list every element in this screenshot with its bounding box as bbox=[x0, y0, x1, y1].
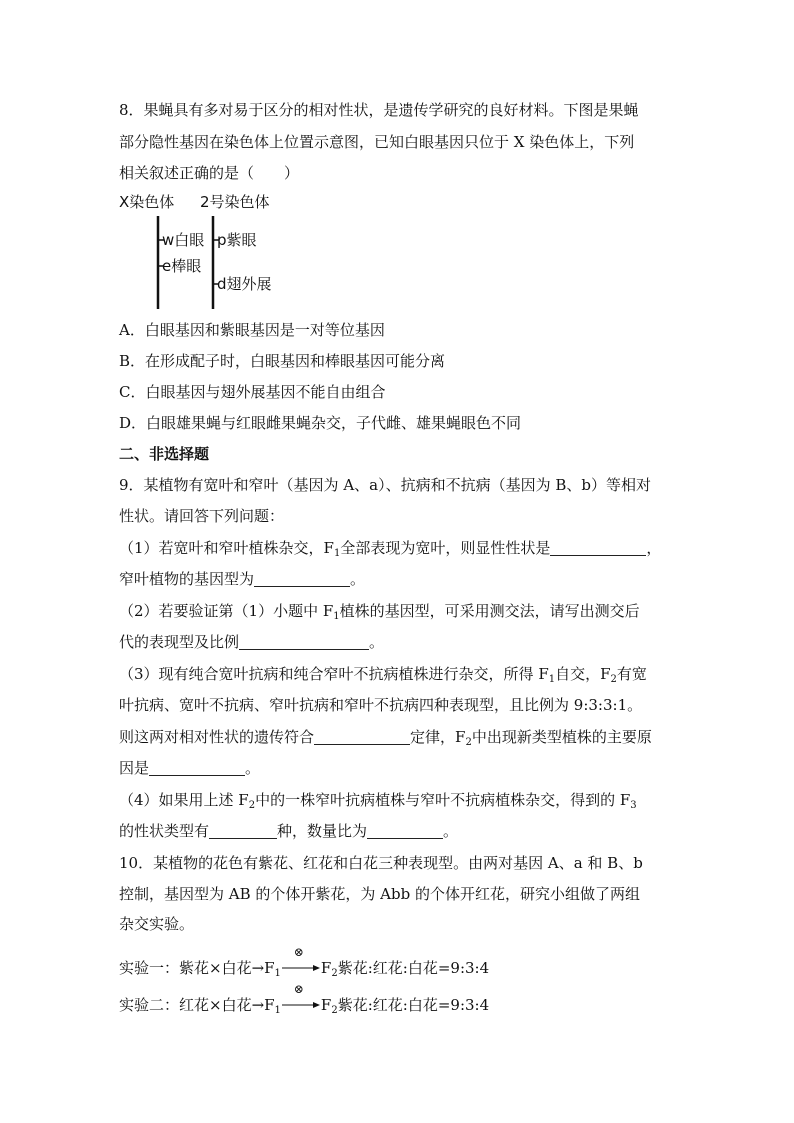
q9-part3-line-1: （3）现有纯合宽叶抗病和纯合窄叶不抗病植株进行杂交，所得 $F_1$自交，$F_2$有宽 bbox=[119, 665, 647, 685]
gene-w-white-eye: w白眼 bbox=[162, 231, 205, 249]
gene-e-bar-eye: e棒眼 bbox=[162, 257, 202, 275]
q10-line-2: 控制，基因型为 AB 的个体开紫花，为 Abb 的个体开红花，研究小组做了两组 bbox=[119, 885, 640, 903]
answer-blank-dominant-trait[interactable] bbox=[550, 539, 646, 556]
q9-line-1: 9．某植物有宽叶和窄叶（基因为 A、a）、抗病和不抗病（基因为 B、b）等相对 bbox=[119, 476, 651, 494]
q8-option-c: C．白眼基因与翅外展基因不能自由组合 bbox=[119, 383, 386, 401]
answer-blank-phenotype-count[interactable] bbox=[209, 822, 277, 839]
selfing-arrow-1 bbox=[281, 945, 321, 978]
q9-part1-line-1: （1）若宽叶和窄叶植株杂交，$F_1$全部表现为宽叶，则显性性状是 ， bbox=[119, 539, 662, 559]
experiment-1: 实验一：紫花×白花$\to F_1$ ⊗ $F_2$紫花:红花:白花=9:3:4 bbox=[119, 945, 490, 979]
q9-part2-line-1: （2）若要验证第（1）小题中 $F_1$植株的基因型，可采用测交法，请写出测交后 bbox=[119, 602, 640, 622]
q8-line-1: 8．果蝇具有多对易于区分的相对性状，是遗传学研究的良好材料。下图是果蝇 bbox=[119, 101, 639, 119]
section-title: 二、非选择题 bbox=[119, 445, 210, 463]
answer-blank-quantity-ratio[interactable] bbox=[367, 822, 443, 839]
q9-part1-line-2: 窄叶植物的基因型为 。 bbox=[119, 570, 366, 588]
q10-line-3: 杂交实验。 bbox=[119, 915, 195, 933]
q9-part3-line-4: 因是 。 bbox=[119, 759, 261, 777]
q8-line-2: 部分隐性基因在染色体上位置示意图，已知白眼基因只位于 X 染色体上，下列 bbox=[119, 133, 635, 151]
self-cross-symbol: ⊗ bbox=[293, 982, 304, 996]
q8-option-b: B．在形成配子时，白眼基因和棒眼基因可能分离 bbox=[119, 352, 446, 370]
q10-line-1: 10．某植物的花色有紫花、红花和白花三种表现型。由两对基因 A、a 和 B、b bbox=[119, 854, 643, 872]
answer-blank-testcross-ratio[interactable] bbox=[239, 633, 369, 650]
q8-line-3: 相关叙述正确的是（ ） bbox=[119, 164, 300, 182]
x-chromosome-label: X染色体 bbox=[119, 193, 175, 211]
q9-part4-line-2: 的性状类型有 种，数量比为 。 bbox=[119, 822, 459, 840]
q8-option-d: D．白眼雄果蝇与红眼雌果蝇杂交，子代雌、雄果蝇眼色不同 bbox=[119, 414, 522, 432]
experiment-2: 实验二：红花×白花$\to F_1$ ⊗ $F_2$紫花:红花:白花=9:3:4 bbox=[119, 982, 490, 1016]
q9-part4-line-1: （4）如果用上述 $F_2$中的一株窄叶抗病植株与窄叶不抗病植株杂交，得到的 $F_3$ bbox=[119, 791, 637, 811]
q9-line-2: 性状。请回答下列问题： bbox=[119, 507, 285, 525]
q9-part3-line-3: 则这两对相对性状的遗传符合 定律，$F_2$中出现新类型植株的主要原 bbox=[119, 728, 652, 748]
selfing-arrow-2 bbox=[281, 982, 321, 1015]
answer-blank-narrow-genotype[interactable] bbox=[254, 570, 350, 587]
answer-blank-reason[interactable] bbox=[149, 759, 245, 776]
answer-blank-law[interactable] bbox=[314, 728, 410, 745]
gene-p-purple-eye: p紫眼 bbox=[217, 231, 257, 249]
q9-part3-line-2: 叶抗病、宽叶不抗病、窄叶抗病和窄叶不抗病四种表现型，且比例为 9:3:3:1。 bbox=[119, 696, 643, 714]
q9-part2-line-2: 代的表现型及比例 。 bbox=[119, 633, 385, 651]
chromosome-2-label: 2号染色体 bbox=[200, 193, 270, 211]
q8-option-a: A．白眼基因和紫眼基因是一对等位基因 bbox=[119, 321, 385, 339]
self-cross-symbol: ⊗ bbox=[293, 945, 304, 959]
gene-d-wing-spread: d翅外展 bbox=[217, 275, 272, 293]
